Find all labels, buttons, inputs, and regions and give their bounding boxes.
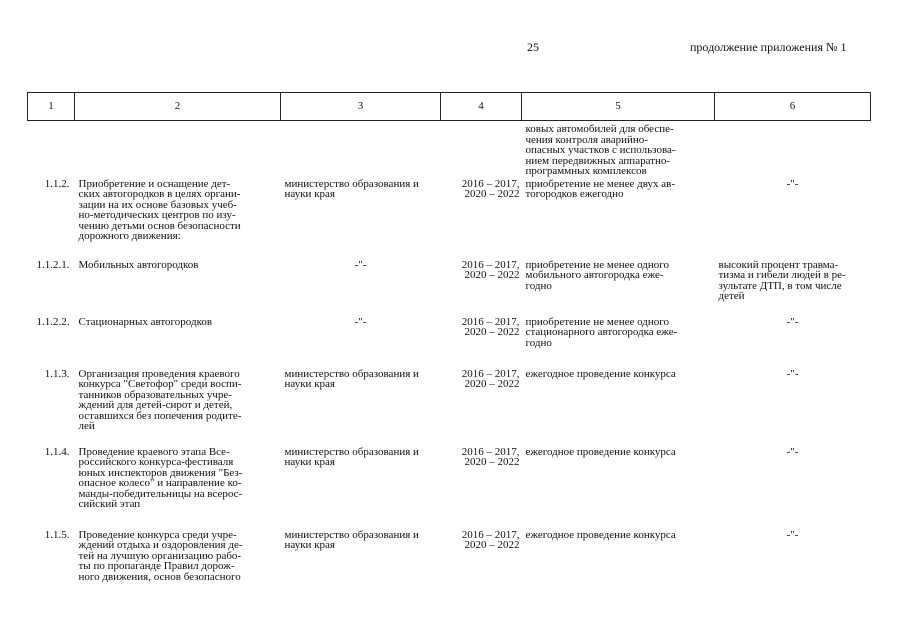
column-header: 3 — [281, 93, 441, 121]
table-row — [28, 530, 871, 590]
row-name: Проведение краевого этапа Все- российского конкурса-фестиваля юных инспекторов движения "Без- опасное колесо" и направление ко- манды-победительницы на всерос- сийский этап — [78, 445, 243, 510]
row-executor: министерство образования и науки края — [284, 528, 419, 551]
row-number: 1.1.4. — [44, 445, 70, 458]
row-years: 2016 – 2017, 2020 – 2022 — [461, 315, 520, 338]
row-goal: -"- — [786, 445, 799, 458]
row-number: 1.1.5. — [44, 528, 70, 541]
row-executor: -"- — [354, 258, 367, 271]
row-result: ежегодное проведение конкурса — [525, 367, 676, 380]
row-goal: -"- — [786, 528, 799, 541]
row-executor: министерство образования и науки края — [284, 367, 419, 390]
row-result: ежегодное проведение конкурса — [525, 528, 676, 541]
row-goal: -"- — [786, 315, 799, 328]
row-years: 2016 – 2017, 2020 – 2022 — [461, 528, 520, 551]
row-name — [75, 121, 281, 179]
page-number: 25 — [527, 40, 539, 54]
row-goal — [715, 121, 871, 179]
column-header: 4 — [441, 93, 522, 121]
table-row — [28, 179, 871, 260]
row-years — [441, 121, 522, 179]
row-result: приобретение не менее двух ав- тогородков ежегодно — [525, 177, 676, 200]
row-years: 2016 – 2017, 2020 – 2022 — [461, 258, 520, 281]
column-header: 1 — [28, 93, 75, 121]
row-goal: -"- — [786, 367, 799, 380]
row-result: приобретение не менее одного мобильного автогородка еже- годно — [525, 258, 670, 292]
row-years: 2016 – 2017, 2020 – 2022 — [461, 367, 520, 390]
row-number: 1.1.2.2. — [36, 315, 70, 328]
table-row — [28, 121, 871, 179]
row-name: Организация проведения краевого конкурса "Светофор" среди воспи- танников образовательных учре- ждений для детей-сирот и детей, оставшихся без попечения родите- лей — [78, 367, 242, 432]
header-row — [28, 93, 871, 121]
row-name: Проведение конкурса среди учре- ждений отдыха и оздоровления де- тей на лучшую организацию рабо- ты по пропаганде Правил дорож- ного движения, основ безопасного — [78, 528, 243, 583]
row-goal: -"- — [786, 177, 799, 190]
row-years: 2016 – 2017, 2020 – 2022 — [461, 445, 520, 468]
row-number: 1.1.3. — [44, 367, 70, 380]
row-number: 1.1.2.1. — [36, 258, 70, 271]
row-executor — [281, 121, 441, 179]
row-executor: министерство образования и науки края — [284, 177, 419, 200]
row-years: 2016 – 2017, 2020 – 2022 — [461, 177, 520, 200]
row-goal: высокий процент травма- тизма и гибели людей в ре- зультате ДТП, в том числе детей — [718, 258, 846, 302]
row-number — [28, 121, 75, 179]
table-row — [28, 260, 871, 317]
column-header: 6 — [715, 93, 871, 121]
table-row — [28, 447, 871, 530]
row-result: приобретение не менее одного стационарного автогородка еже- годно — [525, 315, 678, 349]
row-result: ежегодное проведение конкурса — [525, 445, 676, 458]
row-number: 1.1.2. — [44, 177, 70, 190]
program-table — [27, 92, 871, 590]
column-header: 2 — [75, 93, 281, 121]
row-executor: министерство образования и науки края — [284, 445, 419, 468]
row-result: ковых автомобилей для обеспе- чения контроля аварийно- опасных участков с использова- нием передвижных аппаратно- программных комплексов — [525, 123, 676, 177]
continuation-note: продолжение приложения № 1 — [690, 40, 847, 54]
row-name: Мобильных автогородков — [78, 258, 199, 271]
table-row — [28, 369, 871, 447]
column-header: 5 — [522, 93, 715, 121]
table-row — [28, 317, 871, 369]
row-name: Стационарных автогородков — [78, 315, 213, 328]
row-name: Приобретение и оснащение дет- ских автогородков в целях органи- зации на их основе базовых учеб- но-методических центров по изу- чению детьми основ безопасности дорожного движения: — [78, 177, 241, 242]
row-executor: -"- — [354, 315, 367, 328]
